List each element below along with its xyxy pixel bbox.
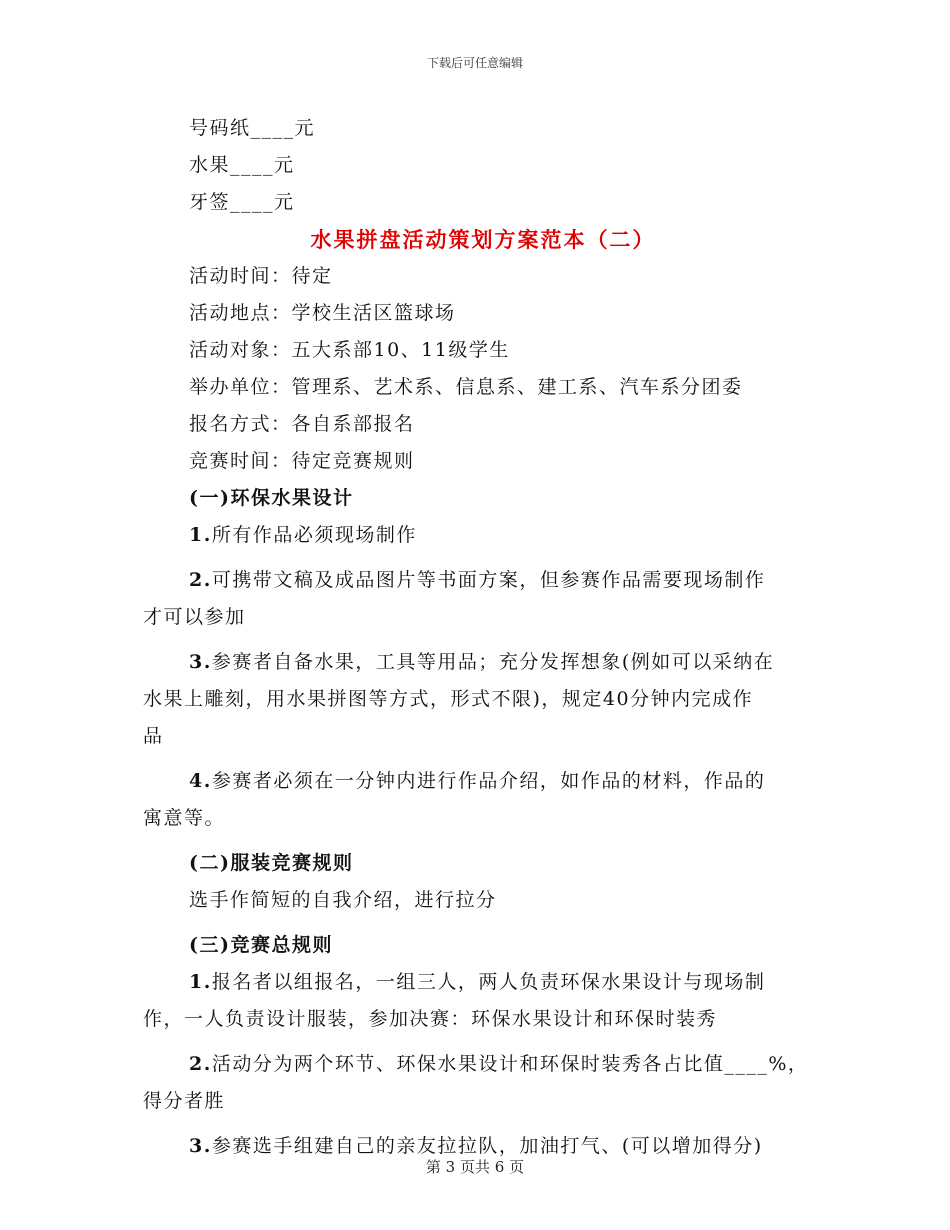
section1-item-4 [143,763,823,800]
info-activity-location: 活动地点：学校生活区篮球场 [189,302,456,324]
item-text: 可携带文稿及成品图片等书面方案，但参赛作品需要现场制作 [211,569,766,591]
cost-line-fruit: 水果____元 [189,154,295,176]
page-footer: 第 3 页共 6 页 [425,1158,525,1176]
section3-item-1-cont: 作，一人负责设计服装，参加决赛：环保水果设计和环保时装秀 [143,1008,718,1030]
section1-item-4-cont: 寓意等。 [143,807,226,829]
section1-item-2 [143,562,823,599]
document-body [143,110,823,1165]
section1-item-3-cont2: 品 [143,725,164,747]
section1-item-1 [143,517,823,554]
info-activity-target: 活动对象：五大系部10、11级学生 [189,339,510,361]
item-number: 2. [189,1053,212,1075]
item-text: 参赛选手组建自己的亲友拉拉队，加油打气、(可以增加得分) [211,1135,763,1157]
document-title: 水果拼盘活动策划方案范本（二） [310,227,656,252]
item-number: 1. [189,971,212,993]
item-text: 参赛者自备水果，工具等用品；充分发挥想象(例如可以采纳在 [211,651,775,673]
item-number: 1. [189,524,212,546]
item-text: 所有作品必须现场制作 [211,524,417,546]
item-text: 参赛者必须在一分钟内进行作品介绍，如作品的材料，作品的 [211,770,766,792]
section2-heading: (二)服装竞赛规则 [189,852,354,874]
item-number: 3. [189,651,212,673]
section1-item-2-cont: 才可以参加 [143,606,246,628]
cost-line-toothpick: 牙签____元 [189,191,295,213]
section1-item-3-cont1: 水果上雕刻，用水果拼图等方式，形式不限)，规定40分钟内完成作 [143,688,754,710]
item-number: 2. [189,569,212,591]
item-number: 4. [189,770,212,792]
info-activity-time: 活动时间：待定 [189,265,333,287]
cost-line-number-paper: 号码纸____元 [189,117,316,139]
section1-heading: (一)环保水果设计 [189,487,354,509]
section3-heading: (三)竞赛总规则 [189,934,333,956]
section1-item-3 [143,644,823,681]
info-organizer: 举办单位：管理系、艺术系、信息系、建工系、汽车系分团委 [189,376,743,398]
section2-text: 选手作简短的自我介绍，进行拉分 [189,889,497,911]
info-registration: 报名方式：各自系部报名 [189,413,415,435]
item-number: 3. [189,1135,212,1157]
section3-item-2-cont: 得分者胜 [143,1090,226,1112]
item-text: 活动分为两个环节、环保水果设计和环保时装秀各占比值____%， [211,1053,809,1075]
section3-item-1 [143,964,823,1001]
item-text: 报名者以组报名，一组三人，两人负责环保水果设计与现场制 [211,971,766,993]
page-header: 下载后可任意编辑 [426,56,523,70]
section3-item-2 [143,1046,823,1083]
info-competition-time: 竞赛时间：待定竞赛规则 [189,450,415,472]
